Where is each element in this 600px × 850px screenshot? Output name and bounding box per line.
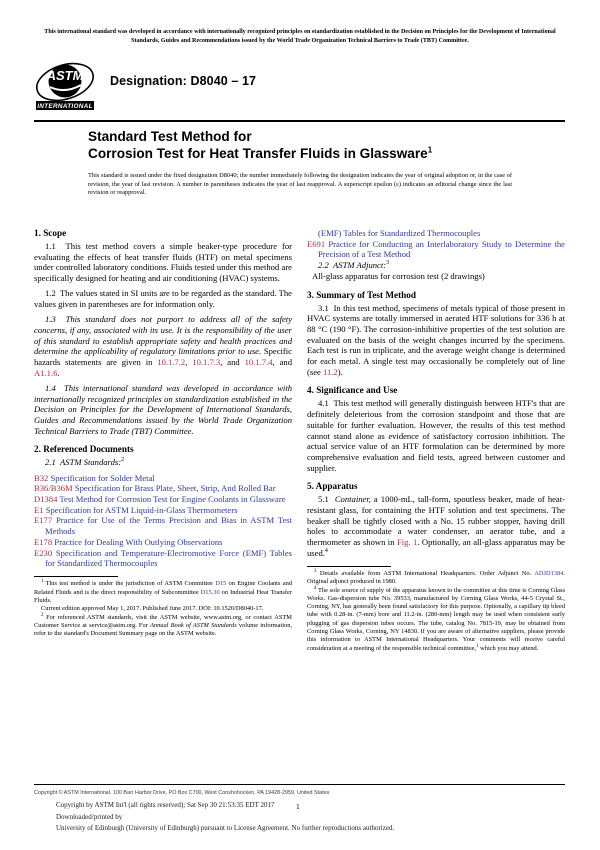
copyright-notice: Copyright © ASTM International, 100 Barr Harbor Drive, PO Box C700, West Conshohocken, PA 19428-2959. United States (34, 790, 330, 796)
footnote-1 (34, 580, 292, 605)
standard-number: E230 (34, 547, 53, 558)
standard-title: Specification for Brass Plate, Sheet, Strip, And Rolled Bar (74, 483, 276, 494)
para-number: 5.1 (318, 494, 329, 505)
standard-title: Specification and Temperature-Electromotive Force (EMF) Tables for Standardized Thermocouples (45, 547, 292, 569)
para-text: This international standard was developed in accordance with internationally recognized principles on standardization established in the Decision on Principles for the Development of International Standards, Guides and Recommendations issued by the World Trade Organization Technical Barriers to Trade (TBT) Committee. (34, 382, 293, 436)
adjunct-footnote-marker: 3 (386, 260, 390, 267)
title-block (88, 128, 508, 162)
adjunct-label: ASTM Adjunct: (333, 260, 387, 271)
standard-ref-e177[interactable] (34, 515, 292, 536)
subheading-label: ASTM Standards: (60, 457, 122, 468)
para-footnote-marker: 4 (324, 548, 328, 555)
svg-text:INTERNATIONAL: INTERNATIONAL (37, 103, 93, 111)
para-number: 1.1 (45, 241, 56, 251)
footnote-marker: 3 (314, 568, 317, 574)
para-number: 1.4 (45, 382, 56, 393)
para-number: 1.2 (45, 288, 56, 299)
section-heading-summary: 3. Summary of Test Method (307, 289, 416, 300)
right-footnotes (307, 570, 565, 653)
license-block (56, 800, 556, 835)
para-text-tail: Specific hazards statements are given in (34, 346, 292, 368)
adjunct-number: 2.2 (318, 260, 329, 271)
para-text-sep: , and (220, 357, 245, 368)
standard-number: D1384 (34, 494, 58, 505)
para-text-period: . (57, 367, 60, 378)
standard-title: Practice for Use of the Terms Precision and Bias in ASTM Test Methods (45, 515, 293, 537)
para-number: 1.3 (45, 314, 56, 325)
footnote-3 (307, 570, 565, 587)
paragraph-4-1 (307, 398, 565, 473)
left-column (34, 228, 292, 638)
standard-number: E178 (34, 536, 53, 547)
paragraph-3-1 (307, 303, 565, 378)
cross-ref-10-1-7-4[interactable]: 10.1.7.4 (244, 357, 273, 368)
section-heading-apparatus: 5. Apparatus (307, 481, 358, 492)
right-column (307, 228, 565, 653)
standard-number: B32 (34, 472, 49, 483)
left-footnotes (34, 580, 292, 638)
footnote-marker: 1 (41, 579, 44, 585)
cross-ref-11-2[interactable]: 11.2 (322, 366, 338, 377)
footnote-text: on Industrial Heat Transfer Fluids. (34, 588, 293, 604)
referenced-standards-subheading (34, 457, 292, 468)
footnote-divider (34, 576, 118, 577)
standard-ref-e1[interactable] (34, 505, 292, 516)
paragraph-1-4 (34, 383, 292, 437)
footnote-marker: 2 (41, 612, 44, 618)
issue-note: This standard is issued under the fixed designation D8040; the number immediately following the designation indicates the year of original adoption or, in the case of revision, the year of last revision. A number in parentheses indicates the year of last reapproval. A superscript epsilon (ε) indicates an editorial change since the last revision or reapproval. (88, 172, 512, 197)
para-text: This test method covers a simple beaker-type procedure for evaluating the effects of heat transfer fluids (HTF) on metal specimens under controlled laboratory conditions. Fluids tested under this method are specifically designed for heating and air conditioning (HVAC) systems. (34, 241, 292, 284)
standard-number: E1 (34, 504, 44, 515)
subheading-number: 2.1 (45, 457, 56, 468)
footnote-4 (307, 587, 565, 653)
para-text-italic: This standard does not purport to address all of the safety concerns, if any, associated with its use. It is the responsibility of the user of this standard to establish appropriate safety and health practices and determine the applicability of regulatory limitations prior to use. (34, 314, 293, 357)
footnote-inner-marker: 1 (476, 643, 479, 649)
header-divider (34, 120, 565, 122)
adjunct-subheading (307, 260, 565, 271)
footnote-2 (34, 614, 292, 639)
paragraph-1-3: 1.3 This standard does not purport to address all of the safety concerns, if any, associated with its use. It is the responsibility of the user of this standard to establish appropriate safety and health practices and determine the applicability of regulatory limitations prior to use. Specific hazards statements are given in 10.1.7.2, 10.1.7.3, and 10.1.7.4, and A1.1.6. (34, 314, 293, 378)
subcommittee-ref-d15-30[interactable]: D15.30 (200, 588, 220, 596)
para-text-tail: . Optionally, an all-glass apparatus may be used. (307, 537, 565, 558)
standard-number: E691 (307, 238, 326, 249)
adjunct-description: All-glass apparatus for corrosion test (2 drawings) (312, 270, 485, 281)
page-number: 1 (296, 802, 300, 811)
adjunct-ref-adjd1384[interactable]: ADJD1384 (534, 569, 564, 577)
subheading-footnote-marker: 2 (121, 457, 125, 464)
tbt-notice: This international standard was developed in accordance with internationally recognized principles on standardization established in the Decision on Principles for the Development of International Standards, Guides and Recommendations issued by the World Trade Organization Technical Barriers to Trade (TBT) Committee. (44, 29, 556, 44)
footnote-text: Details available from ASTM International Headquarters. Order Adjunct No. (319, 569, 535, 577)
standard-ref-e230[interactable] (34, 548, 292, 569)
paragraph-1-2 (34, 288, 292, 309)
title-footnote-marker: 1 (427, 145, 433, 155)
standard-title: Specification for ASTM Liquid-in-Glass Thermometers (45, 504, 238, 515)
license-line-2: Downloaded/printed by (56, 812, 123, 821)
designation-label: Designation: D8040 – 17 (110, 74, 257, 88)
standard-title: Specification for Solder Metal (50, 472, 155, 483)
para-text: a 1000-mL, tall-form, spoutless beaker, made of heat-resistant glass, for containing the HTF solution and test specimens. The beaker shall be tightly closed with a No. 15 rubber stopper, having drill holes to accommodate a water condenser, an aerator tube, and a thermometer as shown in (307, 494, 565, 548)
standard-title-continuation: (EMF) Tables for Standardized Thermocouples (318, 228, 481, 238)
para-term-label: Container, (334, 494, 371, 505)
title-line-2-text: Corrosion Test for Heat Transfer Fluids in Glassware (88, 146, 428, 161)
committee-ref-d15[interactable]: D15 (215, 580, 227, 588)
para-text: In this test method, specimens of metals typical of those present in HVAC systems are totally immersed in aerated HTF solutions for 336 h at 88 °C (190 °F). The corrosion-inhibitive properties of the test solution are evaluated on the basis of the weight changes incurred by the specimens. Each test is run in triplicate, and the average weight change is determined for each metal. A single test may occasionally be completely out of line (see (307, 302, 565, 377)
standard-title: Test Method for Corrosion Test for Engine Coolants in Glassware (59, 494, 286, 505)
footnote-text: volume information, refer to the standard's Document Summary page on the ASTM website. (34, 621, 292, 638)
footnote-text: . Original adjunct produced in 1980. (307, 569, 565, 586)
standard-title: Practice for Dealing With Outlying Observations (54, 536, 223, 547)
para-number: 3.1 (318, 302, 329, 313)
footnote-divider (307, 566, 391, 567)
footnote-text: The sole source of supply of the apparatus known to the committee at this time is Corning Glass Works. Gas-dispersion tube No. 39533, manufactured by Corning Glass Works, 44-5 Crystal St., Corning, NY, has generally been found satisfactory for this purpose. Optionally, a capillary tip bleed tube with 0.28-in. (7-mm) bore and 11.2-in. (280-mm) length may be used when consistent early plugging of gas dispersion tubes occurs. The tube, catalog No. 7815-19, may be obtained from Corning Glass Works, Corning, NY 14830. If you are aware of alternative suppliers, please provide this information to ASTM International Headquarters. Your comments will receive careful consideration at a meeting of the responsible technical committee, (307, 586, 565, 652)
standard-ref-d1384[interactable] (34, 494, 292, 505)
footnote-edition: Current edition approved May 1, 2017. Published June 2017. DOI: 10.1520/D8040-17. (41, 605, 264, 613)
license-line-1: Copyright by ASTM Int'l (all rights reserved); Sat Sep 30 21:53:35 EDT 2017 (56, 801, 275, 809)
standard-number: B36/B36M (34, 483, 73, 494)
document-header (34, 60, 564, 118)
footnote-italic: Annual Book of ASTM Standards (149, 621, 237, 629)
standard-ref-e178[interactable] (34, 537, 292, 548)
svg-text:ASTM: ASTM (46, 68, 84, 83)
standard-ref-e691[interactable] (307, 239, 565, 260)
footnote-text: This test method is under the jurisdiction of ASTM Committee (45, 580, 216, 588)
para-text: This test method will generally distinguish between HTF's that are definitely deleterious from the corrosion standpoint and those that are suitable for further evaluation. However, the results of this test method cannot stand alone as evidence of satisfactory corrosion inhibition. The actual service value of an HTF formulation can be determined by more comprehensive evaluation and field tests, agreed between customer and supplier. (307, 398, 565, 473)
standard-ref-b36[interactable] (34, 483, 292, 494)
astm-logo-icon (34, 60, 98, 112)
title-line-1: Standard Test Method for (88, 129, 252, 144)
section-heading-referenced-documents: 2. Referenced Documents (34, 444, 134, 455)
section-heading-scope: 1. Scope (34, 228, 67, 238)
cross-ref-a1-1-6[interactable]: A1.1.6 (34, 367, 58, 378)
standard-title: Practice for Conducting an Interlaboratory Study to Determine the Precision of a Test Method (318, 238, 565, 260)
license-line-3: University of Edinburgh (University of Edinburgh) pursuant to License Agreement. No further reproductions authorized. (56, 824, 395, 832)
standard-number: E177 (34, 515, 53, 526)
para-number: 4.1 (318, 398, 329, 409)
title-line-2 (88, 145, 508, 162)
footnote-text: For referenced ASTM standards, visit the ASTM website, www.astm.org, or contact ASTM Customer Service at service@astm.org. For (34, 613, 292, 629)
paragraph-1-1 (34, 241, 292, 284)
footnote-marker: 4 (314, 585, 317, 591)
footer-divider (34, 784, 565, 785)
cross-ref-10-1-7-3[interactable]: 10.1.7.3 (192, 357, 221, 368)
paragraph-5-1 (307, 494, 565, 558)
figure-ref-fig-1[interactable]: Fig. 1 (396, 537, 418, 548)
para-text: The values stated in SI units are to be regarded as the standard. The values given in parentheses are for information only. (34, 288, 292, 310)
footnote-text: which you may attend. (478, 644, 539, 652)
standard-ref-b32[interactable] (34, 473, 292, 484)
section-heading-significance: 4. Significance and Use (307, 385, 398, 396)
cross-ref-10-1-7-2[interactable]: 10.1.7.2 (157, 357, 186, 368)
footnote-text: on Engine Coolants and Related Fluids and is the direct responsibility of Subcommittee (34, 580, 292, 596)
para-text-tail: ). (337, 366, 343, 377)
standard-ref-e230-continuation[interactable] (307, 228, 565, 239)
